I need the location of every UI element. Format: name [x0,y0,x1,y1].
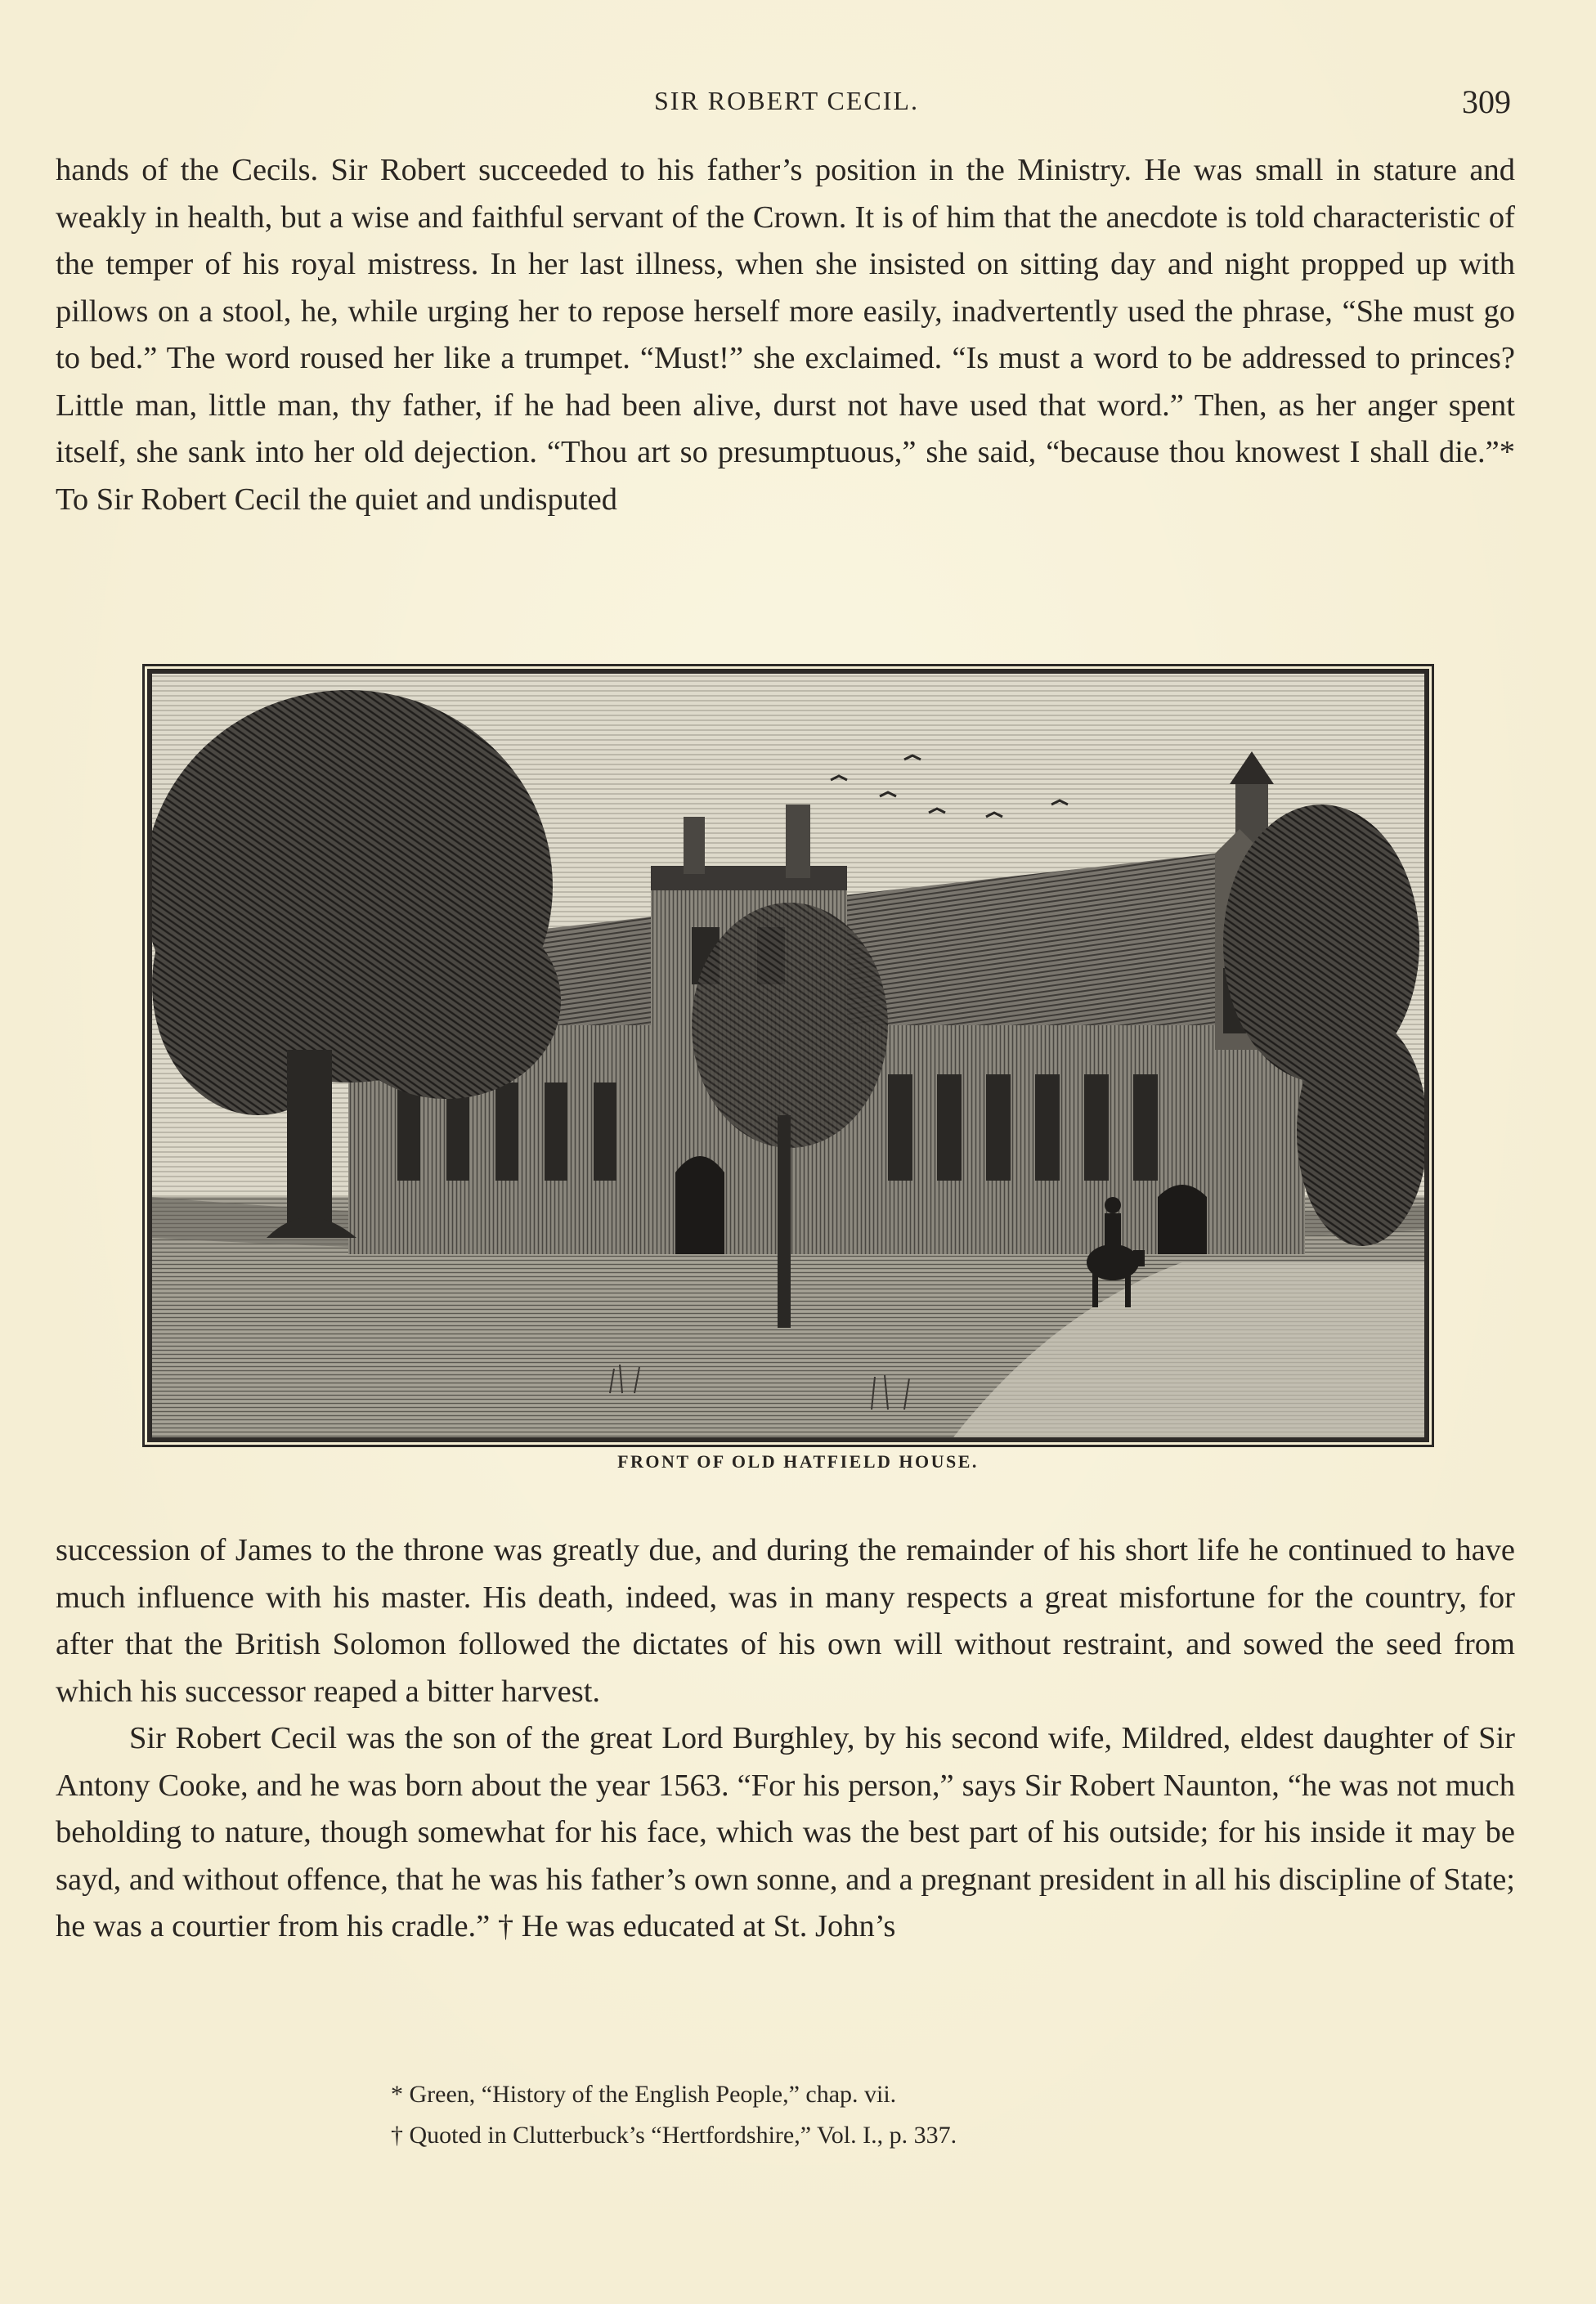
illustration-caption: FRONT OF OLD HATFIELD HOUSE. [617,1451,979,1472]
footnote: † Quoted in Clutterbuck’s “Hertfordshire,” Vol. I., p. 337. [391,2122,957,2149]
page-number: 309 [1462,83,1511,120]
running-head [0,83,1596,127]
body-text-top [56,147,1515,523]
hatfield-house-engraving [152,674,1424,1437]
footnotes [391,2074,957,2156]
footnote: * Green, “History of the English People,” chap. vii. [391,2081,897,2108]
body-text-bottom [56,1527,1515,1951]
engraving-illustration [147,669,1429,1442]
paragraph: succession of James to the throne was greatly due, and during the remainder of his short life he continued to have much influence with his master. His death, indeed, was in many respects a great misfortune for the country, for after that the British Solomon followed the dictates of his own will without restraint, and sowed the seed from which his successor reaped a bitter harvest. [56,1533,1515,1709]
running-title: SIR ROBERT CECIL. [654,86,919,115]
paragraph: Sir Robert Cecil was the son of the great Lord Burghley, by his second wife, Mildred, eldest daughter of Sir Antony Cooke, and he was born about the year 1563. “For his person,” says Sir Robert Naunton, “he was not much beholding to nature, though somewhat for his face, which was the best part of his outside; for his inside it may be sayd, and without offence, that he was his father’s own sonne, and a pregnant president in all his discipline of State; he was a courtier from his cradle.” † He was educated at St. John’s [56,1721,1515,1943]
paragraph: hands of the Cecils. Sir Robert succeeded to his father’s position in the Ministry. He was small in stature and weakly in health, but a wise and faithful servant of the Crown. It is of him that the anecdote is told characteristic of the temper of his royal mistress. In her last illness, when she insisted on sitting day and night propped up with pillows on a stool, he, while urging her to repose herself more easily, inadvertently used the phrase, “She must go to bed.” The word roused her like a trumpet. “Must!” she exclaimed. “Is must a word to be addressed to princes? Little man, little man, thy father, if he had been alive, durst not have used that word.” Then, as her anger spent itself, she sank into her old dejection. “Thou art so presumptuous,” she said, “because thou knowest I shall die.”* To Sir Robert Cecil the quiet and undisputed [56,153,1515,517]
